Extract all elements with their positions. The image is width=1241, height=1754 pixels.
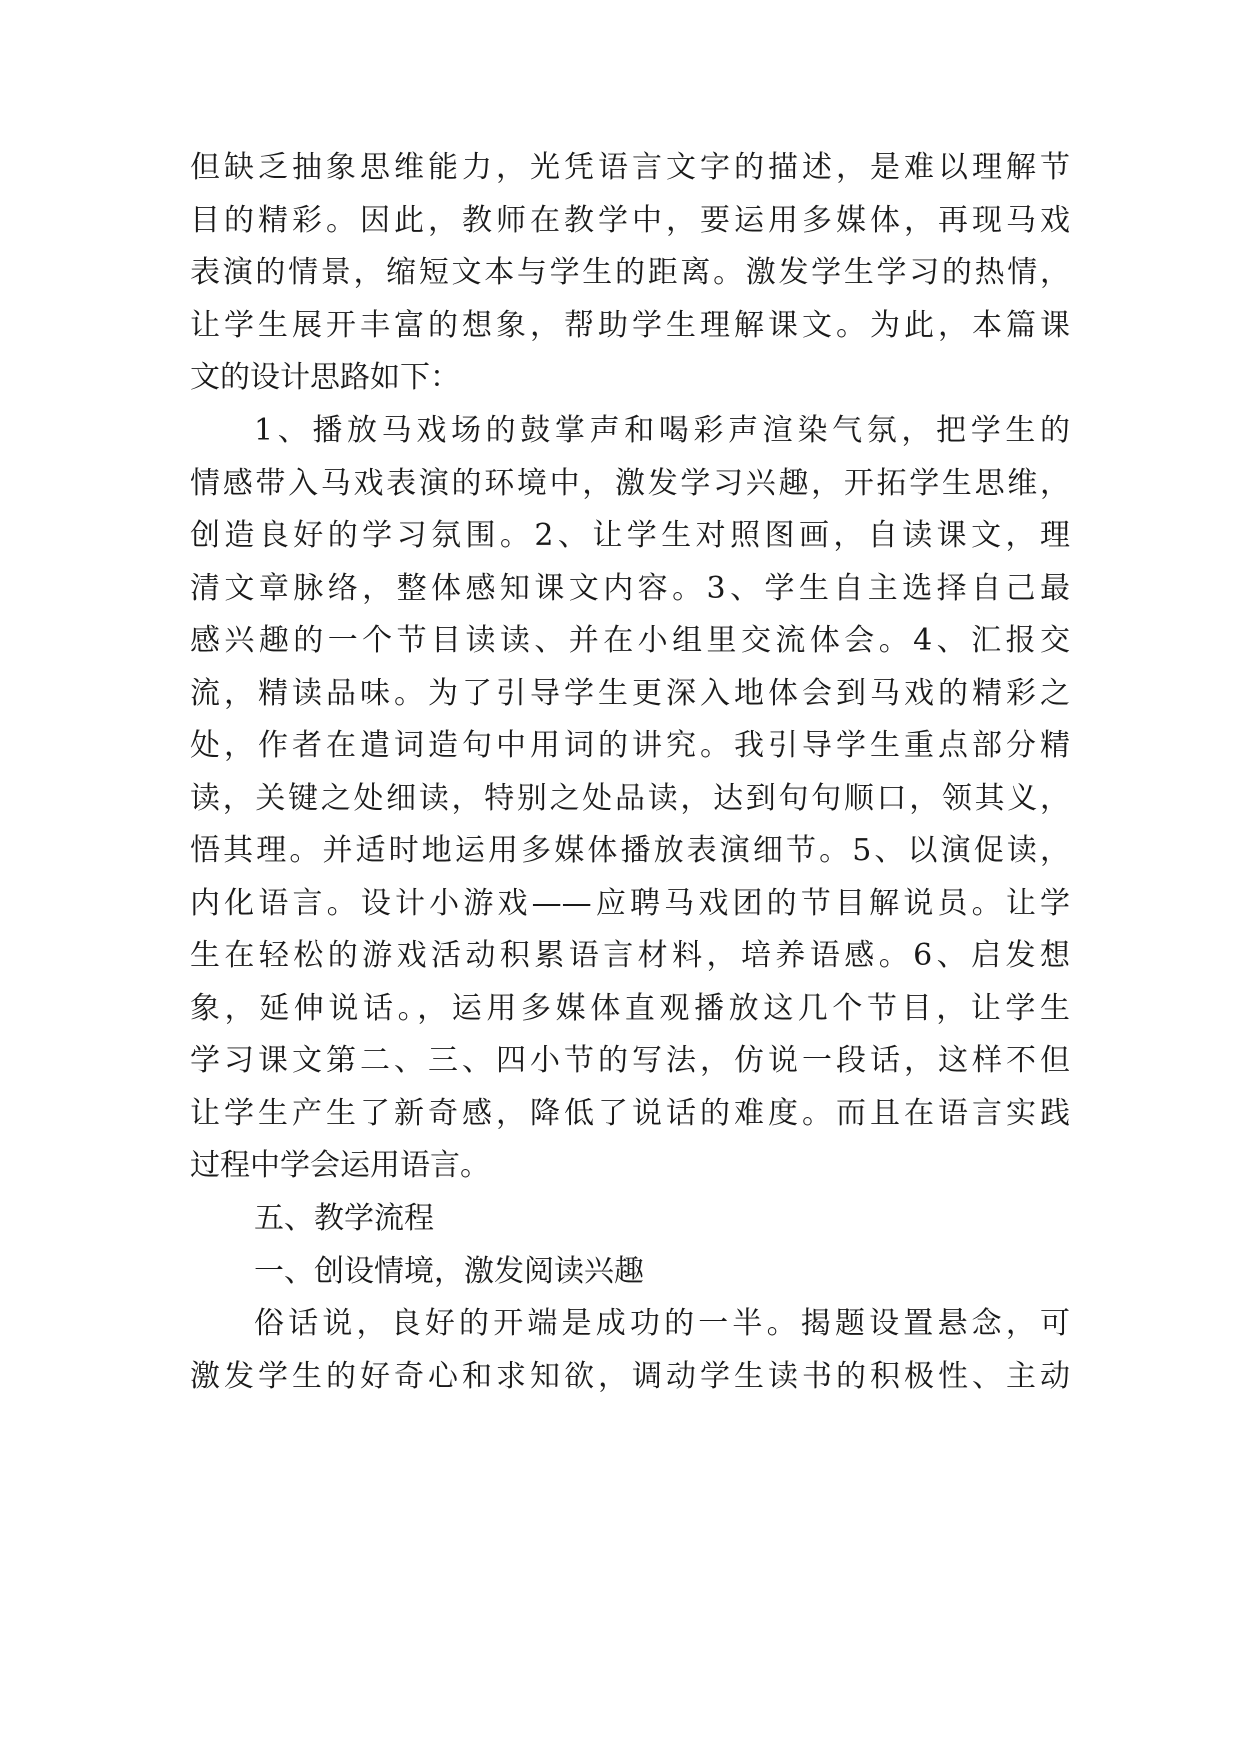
text-line: 表演的情景，缩短文本与学生的距离。激发学生学习的热情， (190, 255, 1070, 290)
section-heading: 五、教学流程 (254, 1201, 434, 1236)
text-line: 处，作者在遣词造句中用词的讲究。我引导学生重点部分精 (190, 728, 1070, 763)
text-line: 流，精读品味。为了引导学生更深入地体会到马戏的精彩之 (190, 676, 1070, 711)
text-line: 悟其理。并适时地运用多媒体播放表演细节。5、以演促读， (190, 833, 1070, 868)
text-line: 激发学生的好奇心和求知欲，调动学生读书的积极性、主动 (190, 1359, 1070, 1394)
text-line: 让学生产生了新奇感，降低了说话的难度。而且在语言实践 (190, 1096, 1070, 1131)
text-line: 但缺乏抽象思维能力，光凭语言文字的描述，是难以理解节 (190, 150, 1070, 185)
text-line: 让学生展开丰富的想象，帮助学生理解课文。为此，本篇课 (190, 308, 1070, 343)
text-line: 读，关键之处细读，特别之处品读，达到句句顺口，领其义， (190, 781, 1070, 816)
text-line: 目的精彩。因此，教师在教学中，要运用多媒体，再现马戏 (190, 203, 1070, 238)
text-line: 情感带入马戏表演的环境中，激发学习兴趣，开拓学生思维， (190, 466, 1070, 501)
text-line: 文的设计思路如下： (190, 360, 460, 395)
text-line: 生在轻松的游戏活动积累语言材料，培养语感。6、启发想 (190, 938, 1070, 973)
subsection-heading: 一、创设情境，激发阅读兴趣 (254, 1254, 644, 1289)
text-line: 感兴趣的一个节目读读、并在小组里交流体会。4、汇报交 (190, 623, 1070, 658)
text-line: 学习课文第二、三、四小节的写法，仿说一段话，这样不但 (190, 1043, 1070, 1078)
text-line: 象，延伸说话。，运用多媒体直观播放这几个节目，让学生 (190, 991, 1070, 1026)
text-line: 俗话说，良好的开端是成功的一半。揭题设置悬念，可 (254, 1306, 1070, 1341)
text-line: 清文章脉络，整体感知课文内容。3、学生自主选择自己最 (190, 571, 1070, 606)
text-line: 创造良好的学习氛围。2、让学生对照图画，自读课文，理 (190, 518, 1070, 553)
text-line: 过程中学会运用语言。 (190, 1148, 490, 1183)
text-line: 内化语言。设计小游戏——应聘马戏团的节目解说员。让学 (190, 886, 1070, 921)
text-line: 1、播放马戏场的鼓掌声和喝彩声渲染气氛，把学生的 (254, 413, 1070, 448)
